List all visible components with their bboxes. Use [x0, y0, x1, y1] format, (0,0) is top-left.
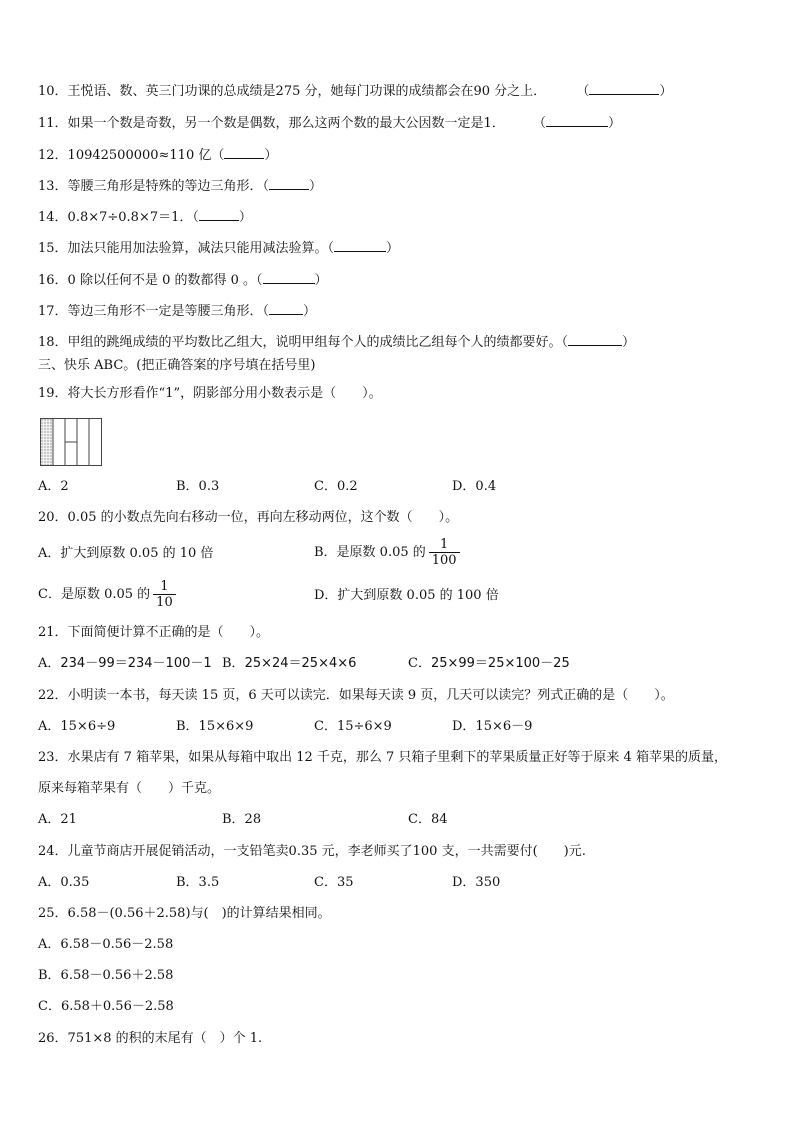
option-c[interactable]: C．84 [408, 812, 448, 827]
question-26: 26．751×8 的积的末尾有（ ）个 1. [38, 1031, 263, 1046]
question-text: 17．等边三角形不一定是等腰三角形．（ [38, 304, 270, 319]
shaded-rectangle-diagram [41, 419, 101, 465]
question-18: 18．甲组的跳绳成绩的平均数比乙组大，说明甲组每个人的成绩比乙组每个人的绩都要好。（ ） [38, 335, 636, 350]
option-b[interactable]: B．3.5 [176, 875, 220, 890]
option-a[interactable]: A．2 [38, 479, 69, 494]
question-20: 20．0.05 的小数点先向右移动一位，再向左移动两位，这个数（ ）。 [38, 510, 459, 525]
question-13: 13．等腰三角形是特殊的等边三角形．（ ） [38, 179, 323, 194]
option-c[interactable]: C．35 [314, 875, 354, 890]
section-heading: 三、快乐 ABC。(把正确答案的序号填在括号里) [38, 358, 316, 373]
option-b[interactable]: B．0.3 [176, 479, 220, 494]
question-16: 16．0 除以任何不是 0 的数都得 0 。（ ） [38, 273, 328, 288]
option-d[interactable]: D．350 [452, 875, 501, 890]
option-c[interactable]: C．是原数 0.05 的 $\frac{1}{10}$ [38, 579, 176, 610]
option-b[interactable]: B．28 [222, 812, 262, 827]
question-15: 15．加法只能用加法验算，减法只能用减法验算。（ ） [38, 241, 400, 256]
question-text: 15．加法只能用加法验算，减法只能用减法验算。（ [38, 241, 335, 256]
option-a[interactable]: A．扩大到原数 0.05 的 10 倍 [38, 546, 214, 561]
option-b[interactable]: B．25×24＝25×4×6 [222, 656, 357, 671]
answer-blank[interactable] [546, 114, 608, 127]
answer-blank[interactable] [334, 239, 386, 252]
option-d[interactable]: D．15×6－9 [452, 719, 533, 734]
question-text: 14．0.8×7÷0.8×7＝1．（ [38, 210, 199, 225]
question-text: 16．0 除以任何不是 0 的数都得 0 。（ [38, 273, 263, 288]
question-23-line-1: 23．水果店有 7 箱苹果，如果从每箱中取出 12 千克，那么 7 只箱子里剩下的苹果质量正好等于原来 4 箱苹果的质量， [38, 750, 727, 765]
question-10: 10．王悦语、数、英三门功课的总成绩是275 分，她每门功课的成绩都会在90 分之上． （ ） [38, 84, 673, 99]
option-a[interactable]: A．6.58－0.56－2.58 [38, 937, 174, 952]
shaded-region [41, 419, 53, 465]
fraction: $\frac{1}{10}$ [153, 579, 176, 610]
rectangle-figure [40, 418, 102, 466]
answer-blank[interactable] [199, 208, 239, 221]
question-14: 14．0.8×7÷0.8×7＝1．（ ） [38, 210, 252, 225]
fraction: $\frac{1}{100}$ [429, 537, 460, 568]
option-b[interactable]: B．15×6×9 [176, 719, 254, 734]
option-c[interactable]: C．15÷6×9 [314, 719, 392, 734]
option-b[interactable]: B．6.58－0.56＋2.58 [38, 968, 174, 983]
answer-blank[interactable] [224, 146, 264, 159]
answer-blank[interactable] [269, 302, 303, 315]
question-text: 13．等腰三角形是特殊的等边三角形．（ [38, 179, 270, 194]
answer-blank[interactable] [263, 271, 315, 284]
option-b[interactable]: B．是原数 0.05 的 $\frac{1}{100}$ [314, 537, 460, 568]
answer-blank[interactable] [269, 177, 309, 190]
question-25: 25．6.58－(0.56＋2.58)与( )的计算结果相同。 [38, 906, 331, 921]
question-11: 11．如果一个数是奇数，另一个数是偶数，那么这两个数的最大公因数一定是1． （ ） [38, 116, 621, 131]
answer-blank[interactable] [568, 333, 622, 346]
question-text: 11．如果一个数是奇数，另一个数是偶数，那么这两个数的最大公因数一定是1． [38, 116, 505, 131]
option-d[interactable]: D．0.4 [452, 479, 497, 494]
question-21: 21．下面简便计算不正确的是（ ）。 [38, 625, 270, 640]
option-a[interactable]: A．0.35 [38, 875, 90, 890]
question-12: 12．10942500000≈110 亿（ ） [38, 148, 278, 163]
question-text: 18．甲组的跳绳成绩的平均数比乙组大，说明甲组每个人的成绩比乙组每个人的绩都要好。（ [38, 335, 569, 350]
question-23-line-2: 原来每箱苹果有（ ）千克。 [38, 781, 221, 796]
question-24: 24．儿童节商店开展促销活动，一支铅笔卖0.35 元，李老师买了100 支，一共需要付( )元. [38, 844, 586, 859]
option-a[interactable]: A．21 [38, 812, 77, 827]
option-a[interactable]: A．15×6÷9 [38, 719, 116, 734]
option-a[interactable]: A．234－99＝234－100－1 [38, 656, 212, 671]
question-19: 19．将大长方形看作“1”，阴影部分用小数表示是（ ）。 [38, 386, 382, 401]
question-text: 10．王悦语、数、英三门功课的总成绩是275 分，她每门功课的成绩都会在90 分之上． [38, 84, 547, 99]
option-c[interactable]: C．25×99＝25×100－25 [408, 656, 570, 671]
question-text: 12．10942500000≈110 亿（ [38, 148, 225, 163]
option-c[interactable]: C．6.58＋0.56－2.58 [38, 999, 174, 1014]
question-22: 22．小明读一本书，每天读 15 页，6 天可以读完．如果每天读 9 页，几天可以读完？列式正确的是（ ）。 [38, 688, 674, 703]
option-d[interactable]: D．扩大到原数 0.05 的 100 倍 [314, 588, 499, 603]
question-17: 17．等边三角形不一定是等腰三角形．（ ） [38, 304, 317, 319]
answer-blank[interactable] [589, 82, 659, 95]
option-c[interactable]: C．0.2 [314, 479, 358, 494]
